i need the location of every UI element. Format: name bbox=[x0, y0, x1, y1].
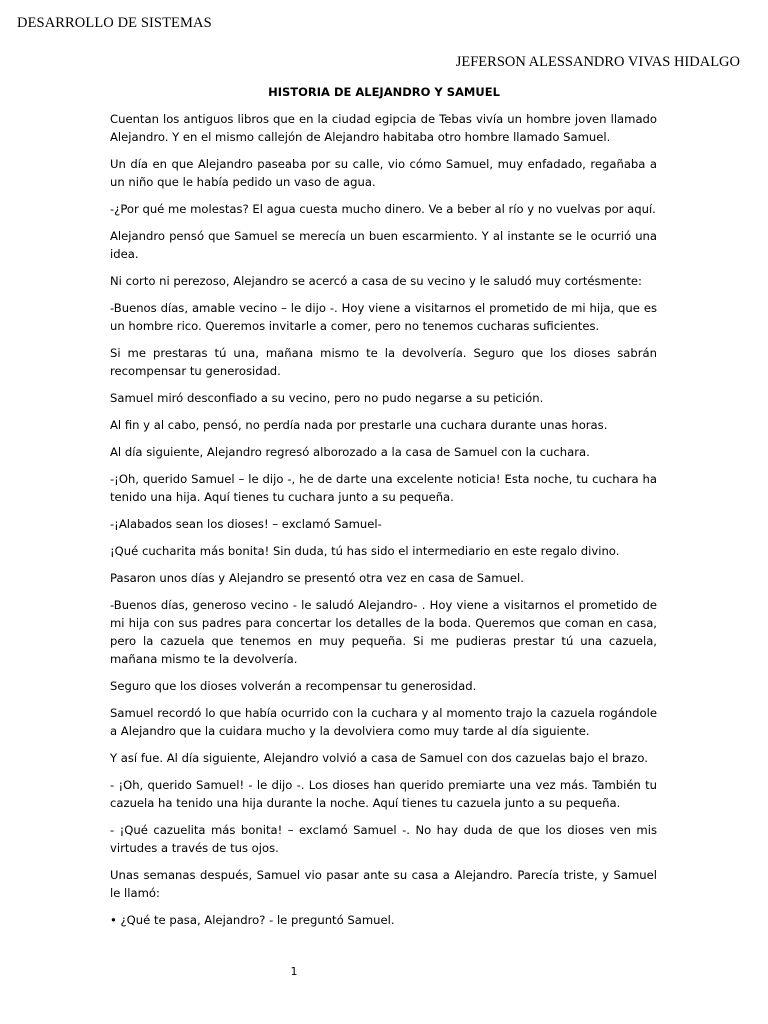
paragraph: -Buenos días, generoso vecino - le saludó Alejandro- . Hoy viene a visitarnos el prometido de mi hija con sus padres para concertar los detalles de la boda. Queremos que coman en casa, pero la cazuela que tenemos en muy pequeña. Si me pudieras prestar tú una cazuela, mañana mismo te la devolvería. bbox=[110, 598, 657, 666]
page-number: 1 bbox=[290, 965, 298, 978]
paragraph: Al fin y al cabo, pensó, no perdía nada por prestarle una cuchara durante unas horas. bbox=[110, 418, 608, 432]
paragraph: - ¡Qué cazuelita más bonita! – exclamó Samuel -. No hay duda de que los dioses ven mis virtudes a través de tus ojos. bbox=[110, 823, 657, 855]
paragraph: Seguro que los dioses volverán a recompensar tu generosidad. bbox=[110, 679, 477, 693]
paragraph: -¡Alabados sean los dioses! – exclamó Samuel- bbox=[110, 517, 382, 531]
paragraph: -¿Por qué me molestas? El agua cuesta mucho dinero. Ve a beber al río y no vuelvas por aquí. bbox=[110, 202, 656, 216]
paragraph: Al día siguiente, Alejandro regresó alborozado a la casa de Samuel con la cuchara. bbox=[110, 445, 590, 459]
subject-header: DESARROLLO DE SISTEMAS bbox=[17, 15, 212, 31]
paragraph: Un día en que Alejandro paseaba por su calle, vio cómo Samuel, muy enfadado, regañaba a un niño que le había pedido un vaso de agua. bbox=[110, 157, 657, 189]
paragraph: Ni corto ni perezoso, Alejandro se acercó a casa de su vecino y le saludó muy cortésmente: bbox=[110, 274, 642, 288]
paragraph: Samuel recordó lo que había ocurrido con la cuchara y al momento trajo la cazuela rogándole a Alejandro que la cuidara mucho y la devolviera como muy tarde al día siguiente. bbox=[110, 706, 657, 738]
paragraph: ¡Qué cucharita más bonita! Sin duda, tú has sido el intermediario en este regalo divino. bbox=[110, 544, 620, 558]
paragraph: Samuel miró desconfiado a su vecino, pero no pudo negarse a su petición. bbox=[110, 391, 544, 405]
paragraph: Pasaron unos días y Alejandro se presentó otra vez en casa de Samuel. bbox=[110, 571, 524, 585]
paragraph: - ¡Oh, querido Samuel! - le dijo -. Los dioses han querido premiarte una vez más. También tu cazuela ha tenido una hija durante la noche. Aquí tienes tu cazuela junto a su pequeña. bbox=[110, 778, 657, 810]
paragraph: Unas semanas después, Samuel vio pasar ante su casa a Alejandro. Parecía triste, y Samuel le llamó: bbox=[110, 868, 657, 900]
paragraph: Cuentan los antiguos libros que en la ciudad egipcia de Tebas vivía un hombre joven llamado Alejandro. Y en el mismo callejón de Alejandro habitaba otro hombre llamado Samuel. bbox=[110, 112, 657, 144]
paragraph: -¡Oh, querido Samuel – le dijo -, he de darte una excelente noticia! Esta noche, tu cuchara ha tenido una hija. Aquí tienes tu cuchara junto a su pequeña. bbox=[110, 472, 657, 504]
paragraph: -Buenos días, amable vecino – le dijo -. Hoy viene a visitarnos el prometido de mi hija, que es un hombre rico. Queremos invitarle a comer, pero no tenemos cucharas suficientes. bbox=[110, 301, 657, 333]
paragraph: • ¿Qué te pasa, Alejandro? - le preguntó Samuel. bbox=[110, 913, 395, 927]
document-body bbox=[110, 110, 657, 938]
document-title: HISTORIA DE ALEJANDRO Y SAMUEL bbox=[268, 85, 500, 99]
paragraph: Si me prestaras tú una, mañana mismo te la devolvería. Seguro que los dioses sabrán recompensar tu generosidad. bbox=[110, 346, 657, 378]
paragraph: Y así fue. Al día siguiente, Alejandro volvió a casa de Samuel con dos cazuelas bajo el brazo. bbox=[110, 751, 648, 765]
author-header: JEFERSON ALESSANDRO VIVAS HIDALGO bbox=[455, 54, 740, 70]
paragraph: Alejandro pensó que Samuel se merecía un buen escarmiento. Y al instante se le ocurrió una idea. bbox=[110, 229, 657, 261]
